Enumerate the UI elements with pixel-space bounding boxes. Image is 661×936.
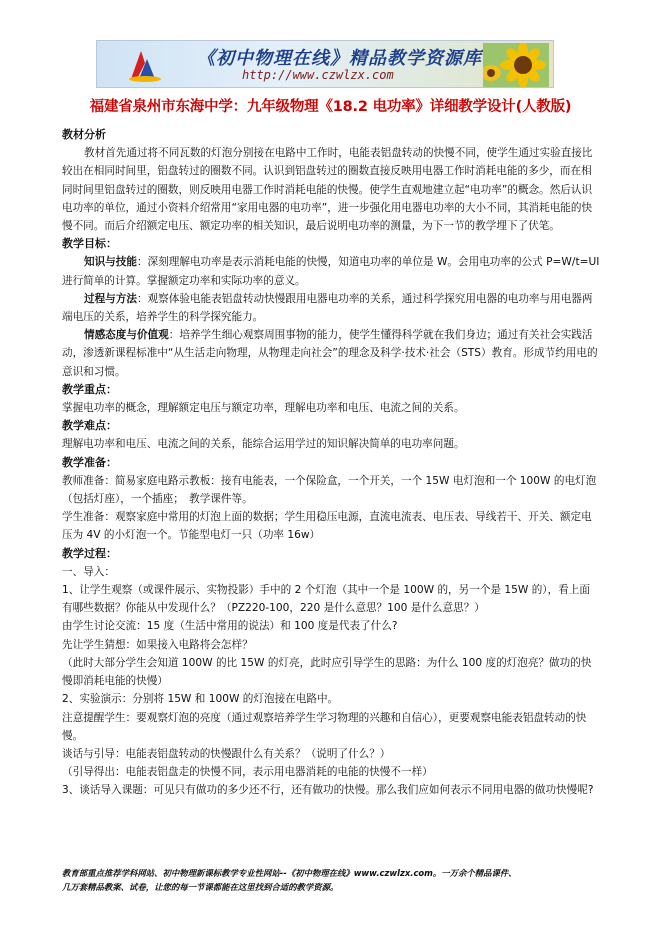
footer-line: 几万套精品教案、试卷，让您的每一节课都能在这里找到合适的教学资源。 [62,882,339,892]
process-line: 1、让学生观察（或课件展示、实物投影）手中的 2 个灯泡（其中一个是 100W 的，另一个是 15W 的），看上面有哪些数据？你能从中发现什么？（PZ220-100，220 是什么意思？100 是什么意思？） [62,584,590,615]
goal-knowledge-text: ：深刻理解电功率是表示消耗电能的快慢，知道电功率的单位是 W。会用电功率的公式 P=W/t=UI 进行简单的计算。掌握额定功率和实际功率的意义。 [62,256,600,287]
banner-url[interactable]: http://www.czwlzx.com [242,68,394,82]
process-line: （引导得出：电能表铝盘走的快慢不同，表示用电器消耗的电能的快慢不一样） [62,766,433,779]
analysis-heading: 教材分析 [62,128,106,141]
process-line: 3、谈话导入课题：可见只有做功的多少还不行，还有做功的快慢。那么我们应如何表示不同用电器的做功快慢呢? [62,784,594,797]
key-points-text: 掌握电功率的概念，理解额定电压与额定功率，理解电功率和电压、电流之间的关系。 [62,402,465,415]
goal-emotion [62,326,600,381]
header-banner [96,40,554,88]
goal-process-label: 过程与方法 [84,292,137,305]
process-line: 先让学生猜想：如果接入电路将会怎样？ [62,638,253,651]
goal-process [62,290,600,326]
goal-emotion-label: 情感态度与价值观 [84,329,169,342]
process-line: 谈话与引导：电能表铝盘转动的快慢跟什么有关系？（说明了什么？） [62,747,391,760]
goal-process-text: ：观察体验电能表铝盘转动快慢跟用电器电功率的关系，通过科学探究用电器的电功率与用电器两端电压的关系，培养学生的科学探究能力。 [62,292,593,324]
banner-title: 《初中物理在线》精品教学资源库 [197,48,482,69]
difficulties-heading: 教学难点： [62,419,117,433]
difficulties-text: 理解电功率和电压、电流之间的关系，能综合运用学过的知识解决简单的电功率问题。 [62,438,465,451]
page-footer [62,866,602,894]
analysis-text: 教材首先通过将不同瓦数的灯泡分别接在电路中工作时，电能表铝盘转动的快慢不同，使学生通过实验直接比较出在相同时间里，铝盘转过的圈数不同。认识到铝盘转过的圈数直接反映用电器工作时消耗电能的多少，而在相同时间里铝盘转过的圈数，则反映用电器工作时消耗电能的快慢。使学生直观地建立起“电功率”的概念。然后认识电功率的单位，通过小资料介绍常用“家用电器的电功率”，进一步强化用电器电功率的大小不同，其消耗电能的快慢不同。而后介绍额定电压、额定功率的相关知识，最后说明电功率的测量，为下一节的教学埋下了伏笔。 [62,147,593,233]
sunflower-icon [483,43,549,87]
process-line: 2、实验演示：分别将 15W 和 100W 的灯泡接在电路中。 [62,693,339,706]
process-line: （此时大部分学生会知道 100W 的比 15W 的灯亮，此时应引导学生的思路：为什么 100 度的灯泡亮？做功的快慢即消耗电能的快慢） [62,656,592,688]
goal-knowledge [62,253,600,289]
goal-emotion-text: ：培养学生细心观察周围事物的能力，使学生懂得科学就在我们身边；通过有关社会实践活动，渗透新课程标准中“从生活走向物理，从物理走向社会”的理念及科学·技术·社会（STS）教育。形成节约用电的意识和习惯。 [62,329,598,378]
site-logo-icon [125,45,165,85]
prep-heading: 教学准备： [62,455,117,469]
process-heading: 教学过程： [62,546,117,560]
process-line: 一、导入： [62,565,115,578]
document-body [62,126,600,800]
prep-student: 学生准备：观察家庭中常用的灯泡上面的数据；学生用稳压电源，直流电流表、电压表、导线若干、开关、额定电压为 4V 的小灯泡一个。节能型电灯一只（功率 16w） [62,511,592,542]
goal-knowledge-label: 知识与技能 [84,256,137,269]
document-title: 福建省泉州市东海中学：九年级物理《18.2 电功率》详细教学设计(人教版) [89,99,572,115]
footer-line: 教育部重点推荐学科网站、初中物理新课标教学专业性网站--《初中物理在线》www.czwlzx.com。一万余个精品课件、 [62,868,517,878]
process-line: 注意提醒学生：要观察灯泡的亮度（通过观察培养学生学习物理的兴趣和自信心），更要观察电能表铝盘转动的快慢。 [62,711,587,742]
process-line: 由学生讨论交流：15 度（生活中常用的说法）和 100 度是代表了什么? [62,620,398,633]
key-points-heading: 教学重点： [62,382,117,396]
goals-heading: 教学目标： [62,237,117,251]
prep-teacher: 教师准备：简易家庭电路示教板：接有电能表，一个保险盒，一个开关，一个 15W 电灯泡和一个 100W 的电灯泡（包括灯座），一个插座； 教学课件等。 [62,474,597,506]
